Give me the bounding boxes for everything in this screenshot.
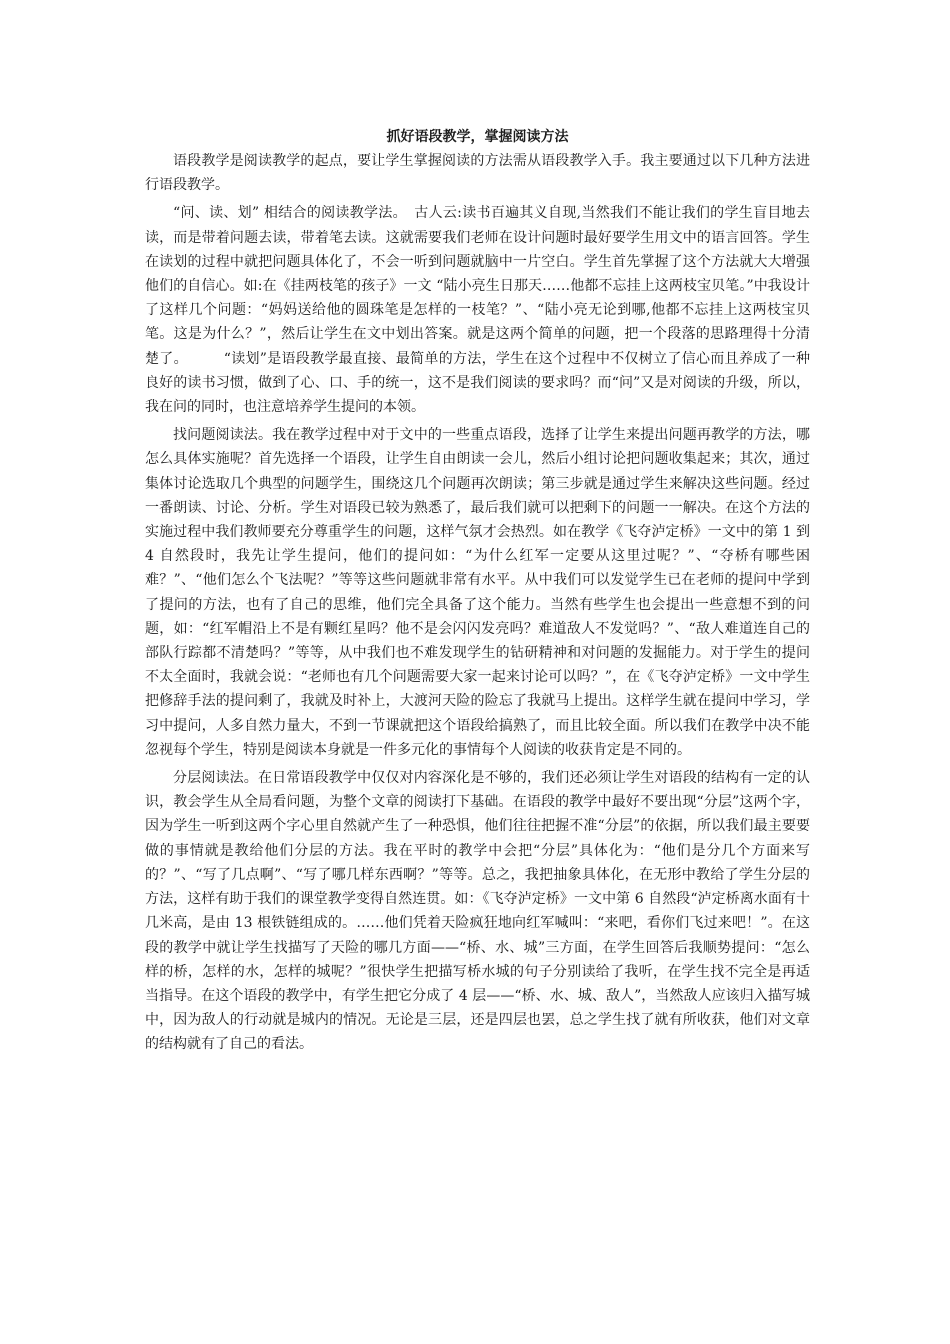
paragraph-ask-read-mark: “问、读、划” 相结合的阅读教学法。 古人云:读书百遍其义自现,当然我们不能让我们的学生盲目地去读，而是带着问题去读，带着笔去读。这就需要我们老师在设计问题时最好要学生用文中的语言回答。学生在读划的过程中就把问题具体化了，不会一听到问题就脑中一片空白。学生首先掌握了这个方法就大大增强他们的自信心。如:在《挂两枝笔的孩子》一文 “陆小亮生日那天……他都不忘挂上这两枝宝贝笔。”中我设计了这样几个问题：“妈妈送给他的圆珠笔是怎样的一枝笔？”、“陆小亮无论到哪,他都不忘挂上这两枝宝贝笔。这是为什么？”，然后让学生在文中划出答案。就是这两个简单的问题，把一个段落的思路理得十分清楚了。 “读划”是语段教学最直接、最简单的方法，学生在这个过程中不仅树立了信心而且养成了一种良好的读书习惯，做到了心、口、手的统一，这不是我们阅读的要求吗？而“问”又是对阅读的升级，所以，我在问的同时，也注意培养学生提问的本领。 [145,205,810,416]
document-page [145,125,810,1061]
paragraph-intro: 语段教学是阅读教学的起点，要让学生掌握阅读的方法需从语段教学入手。我主要通过以下几种方法进行语段教学。 [145,153,810,194]
paragraph-question-finding: 找问题阅读法。我在教学过程中对于文中的一些重点语段，选择了让学生来提出问题再教学的方法，哪怎么具体实施呢？首先选择一个语段，让学生自由朗读一会儿，然后小组讨论把问题收集起来；其次，通过集体讨论选取几个典型的问题学生，围绕这几个问题再次朗读；第三步就是通过学生来解决这些问题。经过一番朗读、讨论、分析。学生对语段已较为熟悉了，最后我们就可以把剩下的问题一一解决。在这个方法的实施过程中我们教师要充分尊重学生的问题，这样气氛才会热烈。如在教学《飞夺泸定桥》一文中的第 1 到 4 自然段时，我先让学生提问，他们的提问如：“为什么红军一定要从这里过呢？”、“夺桥有哪些困难？”、“他们怎么个飞法呢？”等等这些问题就非常有水平。从中我们可以发觉学生已在老师的提问中学到了提问的方法，也有了自己的思维，他们完全具备了这个能力。当然有些学生也会提出一些意想不到的问题，如：“红军帽沿上不是有颗红星吗？他不是会闪闪发亮吗？难道敌人不发觉吗？”、“敌人难道连自己的部队行踪都不清楚吗？”等等，从中我们也不难发现学生的钻研精神和对问题的发掘能力。对于学生的提问不太全面时，我就会说：“老师也有几个问题需要大家一起来讨论可以吗？”，在《飞夺泸定桥》一文中学生把修辞手法的提问剩了，我就及时补上，大渡河天险的险忘了我就马上提出。这样学生就在提问中学习，学习中提问，人多自然力量大，不到一节课就把这个语段给搞熟了，而且比较全面。所以我们在教学中决不能忽视每个学生，特别是阅读本身就是一件多元化的事情每个人阅读的收获肯定是不同的。 [145,427,810,758]
document-title: 抓好语段教学，掌握阅读方法 [386,129,569,145]
paragraph-layered-reading: 分层阅读法。在日常语段教学中仅仅对内容深化是不够的，我们还必须让学生对语段的结构有一定的认识，教会学生从全局看问题，为整个文章的阅读打下基础。在语段的教学中最好不要出现“分层”这两个字，因为学生一听到这两个字心里自然就产生了一种恐惧，他们往往把握不准“分层”的依据，所以我们最主要要做的事情就是教给他们分层的方法。我在平时的教学中会把“分层”具体化为：“他们是分几个方面来写的？”、“写了几点啊”、“写了哪几样东西啊？”等等。总之，我把抽象具体化，在无形中教给了学生分层的方法，这样有助于我们的课堂教学变得自然连贯。如：《飞夺泸定桥》一文中第 6 自然段“泸定桥离水面有十几米高，是由 13 根铁链组成的。……他们凭着天险疯狂地向红军喊叫：“来吧，看你们飞过来吧！”。在这段的教学中就让学生找描写了天险的哪几方面——“桥、水、城”三方面，在学生回答后我顺势提问：“怎么样的桥，怎样的水，怎样的城呢？”很快学生把描写桥水城的句子分别读给了我听，在学生找不完全是再适当指导。在这个语段的教学中，有学生把它分成了 4 层——“桥、水、城、敌人”，当然敌人应该归入描写城中，因为敌人的行动就是城内的情况。无论是三层，还是四层也罢，总之学生找了就有所收获，他们对文章的结构就有了自己的看法。 [145,770,810,1053]
